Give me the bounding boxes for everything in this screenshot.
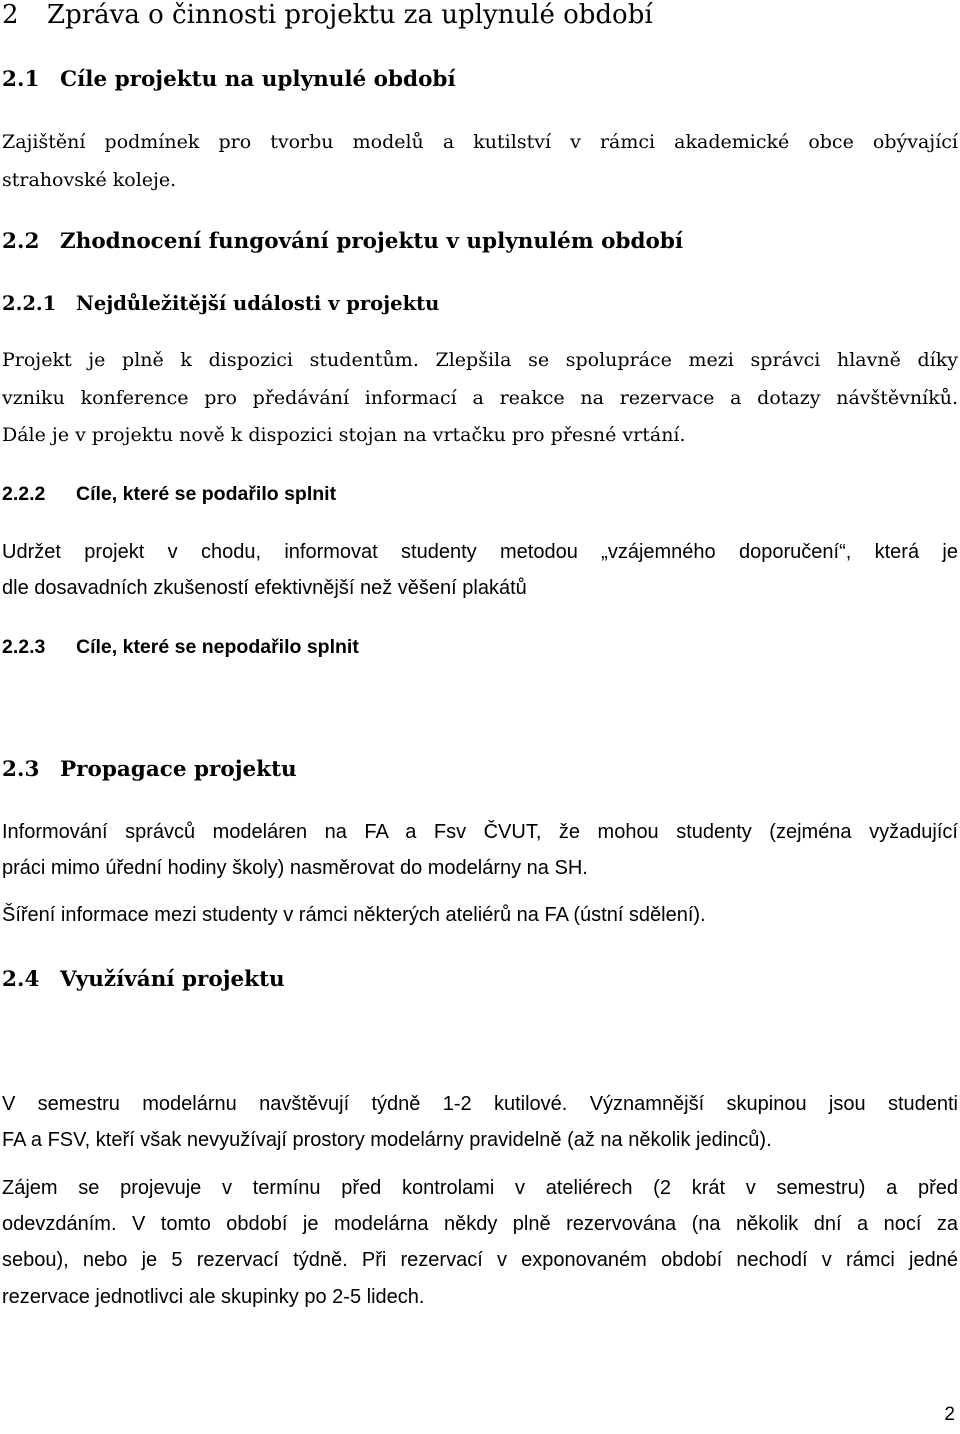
section-title: Zpráva o činnosti projektu za uplynulé období — [47, 0, 653, 30]
section-number: 2 — [2, 0, 19, 30]
section-title: Cíle, které se nepodařilo splnit — [76, 636, 359, 658]
section-2-2-heading — [0, 229, 960, 254]
section-2-heading — [0, 0, 960, 30]
usage-paragraph-line: sebou), nebo je 5 rezervací týdně. Při rezervací v exponovaném období nechodí v rámci jedné — [2, 1249, 958, 1271]
usage-paragraph-line: V semestru modelárnu navštěvují týdně 1-2 kutilové. Významnější skupinou jsou studenti — [2, 1093, 958, 1115]
section-title: Cíle projektu na uplynulé období — [60, 67, 456, 92]
usage-paragraph-line: odevzdáním. V tomto období je modelárna někdy plně rezervována (na několik dní a nocí za — [2, 1213, 958, 1235]
promotion-paragraph-line: Šíření informace mezi studenty v rámci některých ateliérů na FA (ústní sdělení). — [2, 904, 706, 926]
section-number: 2.2.3 — [2, 636, 46, 658]
section-title: Zhodnocení fungování projektu v uplynulém období — [60, 229, 684, 254]
section-2-1-heading — [0, 67, 960, 92]
section-title: Využívání projektu — [60, 967, 285, 992]
section-number: 2.3 — [2, 757, 40, 782]
section-title: Propagace projektu — [60, 757, 297, 782]
section-number: 2.4 — [2, 967, 40, 992]
section-title: Nejdůležitější události v projektu — [76, 292, 440, 315]
achieved-paragraph-line: dle dosavadních zkušeností efektivnější než věšení plakátů — [2, 577, 527, 599]
usage-paragraph-line: Zájem se projevuje v termínu před kontrolami v ateliérech (2 krát v semestru) a před — [2, 1177, 958, 1199]
goals-paragraph-line: Zajištění podmínek pro tvorbu modelů a kutilství v rámci akademické obce obývající — [2, 131, 958, 153]
section-number: 2.1 — [2, 67, 40, 92]
events-paragraph-line: vzniku konference pro předávání informací a reakce na rezervace a dotazy návštěvníků. — [2, 387, 958, 409]
section-2-3-heading — [0, 757, 960, 782]
section-2-2-1-heading — [0, 292, 960, 315]
page-number: 2 — [944, 1404, 955, 1425]
promotion-paragraph-line: Informování správců modeláren na FA a Fsv ČVUT, že mohou studenty (zejména vyžadující — [2, 821, 958, 843]
goals-paragraph-line: strahovské koleje. — [2, 169, 177, 191]
usage-paragraph-line: FA a FSV, kteří však nevyužívají prostory modelárny pravidelně (až na několik jedinců). — [2, 1129, 772, 1151]
section-2-2-3-heading — [0, 636, 960, 659]
achieved-paragraph-line: Udržet projekt v chodu, informovat studenty metodou „vzájemného doporučení“, která je — [2, 541, 958, 563]
events-paragraph-line: Dále je v projektu nově k dispozici stojan na vrtačku pro přesné vrtání. — [2, 424, 686, 446]
section-2-2-2-heading — [0, 483, 960, 506]
section-number: 2.2 — [2, 229, 40, 254]
section-number: 2.2.1 — [2, 292, 57, 315]
section-title: Cíle, které se podařilo splnit — [76, 483, 337, 505]
usage-paragraph-line: rezervace jednotlivci ale skupinky po 2-5 lidech. — [2, 1286, 425, 1308]
promotion-paragraph-line: práci mimo úřední hodiny školy) nasměrovat do modelárny na SH. — [2, 857, 588, 879]
section-2-4-heading — [0, 967, 960, 992]
events-paragraph-line: Projekt je plně k dispozici studentům. Zlepšila se spolupráce mezi správci hlavně díky — [2, 349, 958, 371]
section-number: 2.2.2 — [2, 483, 46, 505]
